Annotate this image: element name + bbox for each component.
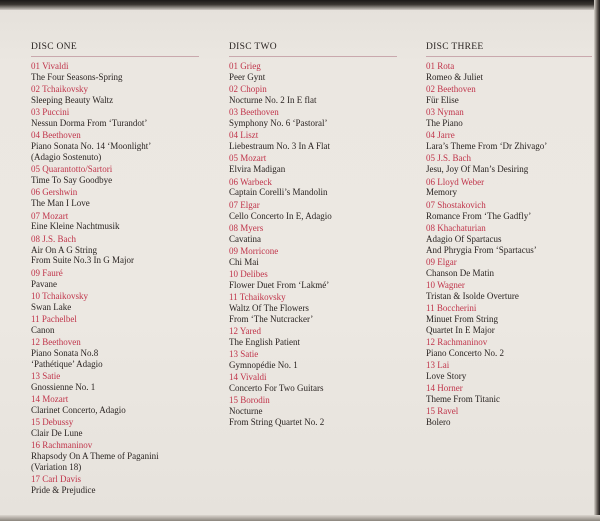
- disc-two-heading: DISC TWO: [229, 42, 277, 52]
- track-title: Swan Lake: [31, 301, 72, 312]
- track-item: [31, 211, 211, 233]
- disc-one-rule: [31, 56, 199, 57]
- track-item: [31, 440, 211, 473]
- track-item: [426, 130, 600, 152]
- track-composer: 11 Pachelbel: [31, 313, 77, 324]
- track-item: [229, 153, 409, 175]
- track-composer: 02 Tchaikovsky: [31, 84, 88, 95]
- track-title: Captain Corelli’s Mandolin: [229, 187, 328, 198]
- track-title: Adagio Of Spartacus: [426, 233, 502, 244]
- disc-two-rule: [229, 56, 397, 57]
- track-composer: 10 Tchaikovsky: [31, 290, 88, 301]
- track-composer: 16 Rachmaninov: [31, 440, 93, 451]
- track-composer: 06 Gershwin: [31, 187, 78, 198]
- disc-two-tracklist: [229, 61, 409, 429]
- track-item: [426, 383, 600, 405]
- track-item: [31, 394, 211, 416]
- track-title: Romeo & Juliet: [426, 71, 483, 82]
- disc-three-rule: [426, 56, 592, 57]
- sleeve-bottom-edge: [0, 515, 600, 521]
- track-title: Piano Sonata No. 14 ‘Moonlight’: [31, 141, 152, 152]
- track-composer: 02 Chopin: [229, 84, 267, 95]
- track-item: [229, 130, 409, 152]
- track-composer: 15 Ravel: [426, 406, 459, 417]
- track-item: [426, 61, 600, 83]
- track-composer: 13 Satie: [229, 349, 259, 360]
- track-title: Romance From ‘The Gadfly’: [426, 210, 532, 221]
- track-composer: 01 Grieg: [229, 61, 261, 71]
- track-composer: 07 Mozart: [31, 210, 69, 221]
- track-item: [31, 187, 211, 209]
- track-composer: 12 Yared: [229, 326, 262, 337]
- track-item: [426, 223, 600, 256]
- track-composer: 09 Elgar: [426, 256, 457, 267]
- track-composer: 05 Mozart: [229, 153, 267, 164]
- track-item: [31, 164, 211, 186]
- track-item: [31, 268, 211, 290]
- track-composer: 09 Morricone: [229, 245, 279, 256]
- track-item: [31, 417, 211, 439]
- track-title: Theme From Titanic: [426, 394, 500, 405]
- track-composer: 05 Quarantotto/Sartori: [31, 164, 113, 175]
- track-composer: 17 Carl Davis: [31, 474, 81, 485]
- track-item: [31, 84, 211, 106]
- track-title: Concerto For Two Guitars: [229, 383, 324, 394]
- track-title: Chanson De Matin: [426, 267, 494, 278]
- track-item: [426, 200, 600, 222]
- track-item: [426, 337, 600, 359]
- track-title: Sleeping Beauty Waltz: [31, 95, 114, 106]
- track-item: [426, 257, 600, 279]
- track-composer: 14 Vivaldi: [229, 372, 267, 383]
- track-composer: 12 Beethoven: [31, 337, 81, 348]
- track-composer: 13 Satie: [31, 371, 61, 382]
- track-item: [229, 107, 409, 129]
- track-title: Clarinet Concerto, Adagio: [31, 405, 126, 416]
- track-item: [229, 292, 409, 325]
- track-item: [229, 84, 409, 106]
- track-title: Minuet From String: [426, 313, 499, 324]
- track-title: Time To Say Goodbye: [31, 175, 113, 186]
- track-composer: 11 Tchaikovsky: [229, 292, 286, 303]
- track-title: Pride & Prejudice: [31, 485, 96, 496]
- track-title: Eine Kleine Nachtmusik: [31, 221, 120, 232]
- track-title: Chi Mai: [229, 256, 259, 267]
- track-composer: 12 Rachmaninov: [426, 337, 488, 348]
- track-item: [229, 372, 409, 394]
- disc-one-heading: DISC ONE: [31, 42, 77, 52]
- track-composer: 07 Shostakovich: [426, 199, 486, 210]
- track-item: [31, 61, 211, 83]
- track-title: From Suite No.3 In G Major: [31, 255, 134, 266]
- track-item: [426, 360, 600, 382]
- track-item: [31, 474, 211, 496]
- track-composer: 04 Beethoven: [31, 130, 81, 141]
- track-title: Tristan & Isolde Overture: [426, 290, 519, 301]
- track-item: [229, 61, 409, 83]
- track-composer: 03 Beethoven: [229, 107, 279, 118]
- track-composer: 06 Lloyd Weber: [426, 176, 485, 187]
- disc-three-tracklist: [426, 61, 600, 429]
- track-composer: 05 J.S. Bach: [426, 153, 471, 164]
- track-gap: [229, 428, 409, 429]
- track-title: Nessun Dorma From ‘Turandot’: [31, 118, 148, 129]
- track-title: From String Quartet No. 2: [229, 417, 325, 428]
- track-composer: 15 Debussy: [31, 417, 74, 428]
- track-item: [229, 269, 409, 291]
- track-title: Liebestraum No. 3 In A Flat: [229, 141, 330, 152]
- track-item: [31, 337, 211, 370]
- track-title: Symphony No. 6 ‘Pastoral’: [229, 118, 328, 129]
- track-title: Piano Concerto No. 2: [426, 347, 504, 358]
- track-item: [229, 246, 409, 268]
- track-title: The English Patient: [229, 337, 300, 348]
- track-title: Nocturne: [229, 406, 263, 417]
- track-composer: 14 Horner: [426, 383, 463, 394]
- track-composer: 08 Khachaturian: [426, 222, 486, 233]
- track-gap: [31, 496, 211, 497]
- track-item: [31, 291, 211, 313]
- track-title: And Phrygia From ‘Spartacus’: [426, 244, 537, 255]
- track-title: Elvira Madigan: [229, 164, 286, 175]
- track-gap: [426, 428, 600, 429]
- track-title: Memory: [426, 187, 457, 198]
- track-composer: 13 Lai: [426, 360, 450, 371]
- track-title: Für Elise: [426, 95, 459, 106]
- track-item: [426, 303, 600, 336]
- track-item: [229, 200, 409, 222]
- track-composer: 15 Borodin: [229, 395, 270, 406]
- track-composer: 01 Rota: [426, 61, 455, 71]
- track-composer: 14 Mozart: [31, 394, 69, 405]
- track-item: [426, 177, 600, 199]
- track-title: (Adagio Sostenuto): [31, 152, 102, 163]
- track-title: Love Story: [426, 371, 467, 382]
- track-title: Flower Duet From ‘Lakmé’: [229, 279, 330, 290]
- track-title: Cello Concerto In E, Adagio: [229, 210, 332, 221]
- track-title: Gymnopédie No. 1: [229, 360, 298, 371]
- track-item: [229, 395, 409, 428]
- track-composer: 02 Beethoven: [426, 84, 476, 95]
- track-item: [426, 84, 600, 106]
- track-item: [426, 107, 600, 129]
- disc-three-heading: DISC THREE: [426, 42, 484, 52]
- track-title: Cavatina: [229, 233, 261, 244]
- track-item: [229, 326, 409, 348]
- track-item: [31, 371, 211, 393]
- disc-one-tracklist: [31, 61, 211, 497]
- track-title: (Variation 18): [31, 462, 82, 473]
- track-title: Canon: [31, 324, 55, 335]
- track-title: Gnossienne No. 1: [31, 381, 96, 392]
- track-composer: 10 Delibes: [229, 268, 268, 279]
- track-item: [31, 107, 211, 129]
- track-composer: 07 Elgar: [229, 199, 260, 210]
- track-title: Quartet In E Major: [426, 324, 495, 335]
- track-item: [229, 223, 409, 245]
- track-title: Nocturne No. 2 In E flat: [229, 95, 317, 106]
- track-title: The Man I Love: [31, 198, 90, 209]
- track-composer: 04 Jarre: [426, 130, 455, 141]
- track-composer: 03 Nyman: [426, 107, 464, 118]
- track-composer: 04 Liszt: [229, 130, 259, 141]
- track-item: [426, 406, 600, 428]
- track-item: [229, 177, 409, 199]
- track-title: The Piano: [426, 118, 463, 129]
- track-title: Lara’s Theme From ‘Dr Zhivago’: [426, 141, 548, 152]
- track-title: Waltz Of The Flowers: [229, 303, 309, 313]
- track-title: Piano Sonata No.8: [31, 347, 99, 358]
- track-composer: 08 Myers: [229, 222, 264, 233]
- track-item: [31, 314, 211, 336]
- track-item: [31, 234, 211, 267]
- track-composer: 10 Wagner: [426, 279, 465, 290]
- track-composer: 09 Fauré: [31, 267, 63, 278]
- track-composer: 06 Warbeck: [229, 176, 272, 187]
- track-item: [31, 130, 211, 163]
- track-title: Peer Gynt: [229, 71, 266, 82]
- track-title: From ‘The Nutcracker’: [229, 313, 314, 324]
- track-title: Pavane: [31, 278, 57, 289]
- sleeve-top-edge: [0, 0, 600, 10]
- track-item: [426, 280, 600, 302]
- track-composer: 03 Puccini: [31, 107, 70, 118]
- track-title: Clair De Lune: [31, 428, 83, 439]
- track-title: Rhapsody On A Theme of Paganini: [31, 451, 159, 462]
- track-composer: 11 Boccherini: [426, 303, 477, 313]
- track-title: ‘Pathétique’ Adagio: [31, 358, 103, 369]
- track-title: Bolero: [426, 417, 451, 428]
- track-composer: 01 Vivaldi: [31, 61, 69, 71]
- track-item: [229, 349, 409, 371]
- track-item: [426, 153, 600, 175]
- track-title: The Four Seasons-Spring: [31, 71, 123, 82]
- track-title: Air On A G String: [31, 244, 98, 255]
- track-composer: 08 J.S. Bach: [31, 233, 76, 244]
- track-title: Jesu, Joy Of Man’s Desiring: [426, 164, 529, 175]
